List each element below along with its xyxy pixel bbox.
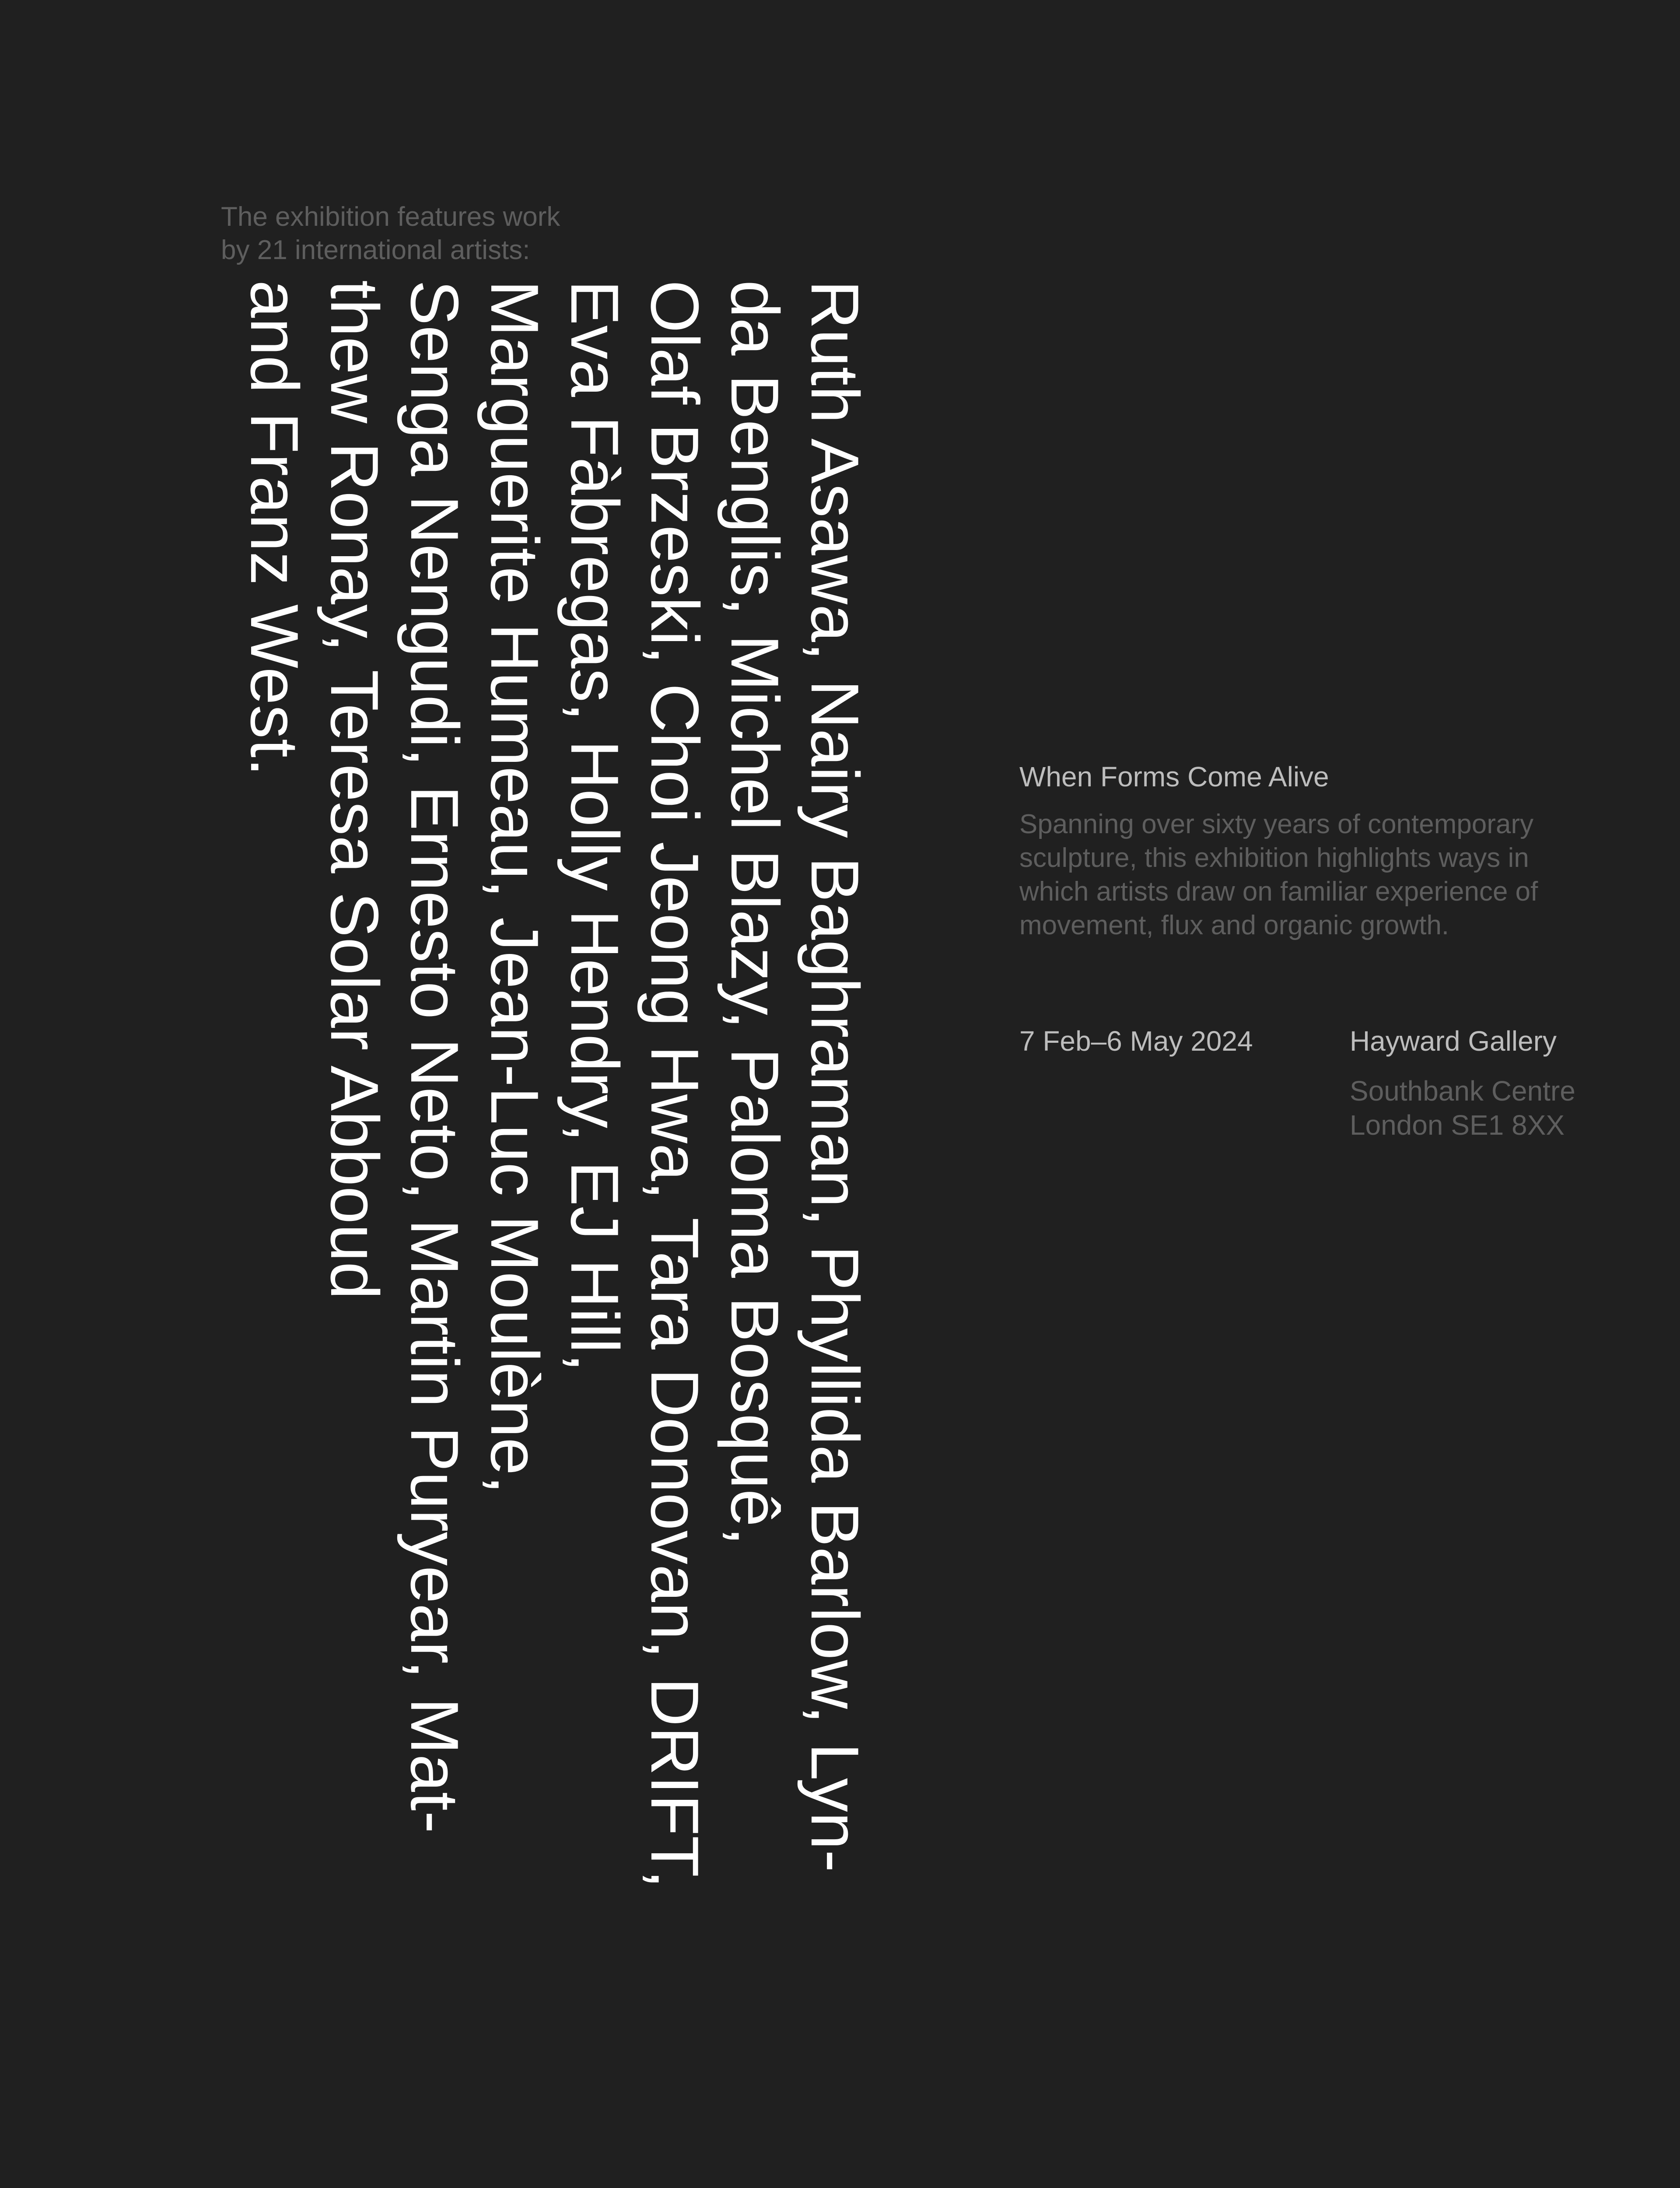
description-line: sculpture, this exhibition highlights ways in [1019, 843, 1529, 873]
artist-line: Ruth Asawa, Nairy Baghraman, Phyllida Barlow, Lyn- [797, 280, 873, 1872]
address-line: Southbank Centre [1350, 1075, 1575, 1107]
artist-line: thew Ronay, Teresa Solar Abboud [317, 280, 392, 1300]
artist-line: Olaf Brzeski, Choi Jeong Hwa, Tara Donovan, DRIFT, [637, 280, 713, 1889]
venue-address [1350, 1074, 1575, 1142]
description-line: Spanning over sixty years of contemporary [1019, 809, 1534, 839]
artist-line: Eva Fàbregas, Holly Hendry, EJ Hill, [557, 280, 633, 1372]
venue [1350, 1024, 1575, 1142]
artist-line: Senga Nengudi, Ernesto Neto, Martin Puryear, Mat- [397, 280, 472, 1834]
venue-name: Hayward Gallery [1350, 1025, 1557, 1057]
intro-line: by 21 international artists: [221, 235, 530, 265]
intro-text [221, 200, 658, 267]
exhibition-info [1019, 759, 1632, 942]
artist-line: and Franz West. [237, 280, 312, 777]
artist-line: da Benglis, Michel Blazy, Paloma Bosquê, [717, 280, 793, 1546]
artist-list [206, 280, 875, 2118]
address-line: London SE1 8XX [1350, 1109, 1565, 1141]
exhibition-dates: 7 Feb–6 May 2024 [1019, 1025, 1253, 1057]
exhibition-description [1019, 807, 1632, 942]
description-line: movement, flux and organic growth. [1019, 910, 1449, 940]
intro-line: The exhibition features work [221, 202, 560, 232]
exhibition-title: When Forms Come Alive [1019, 761, 1329, 792]
description-line: which artists draw on familiar experience of [1019, 877, 1538, 907]
artist-line: Marguerite Humeau, Jean-Luc Moulène, [477, 280, 553, 1494]
